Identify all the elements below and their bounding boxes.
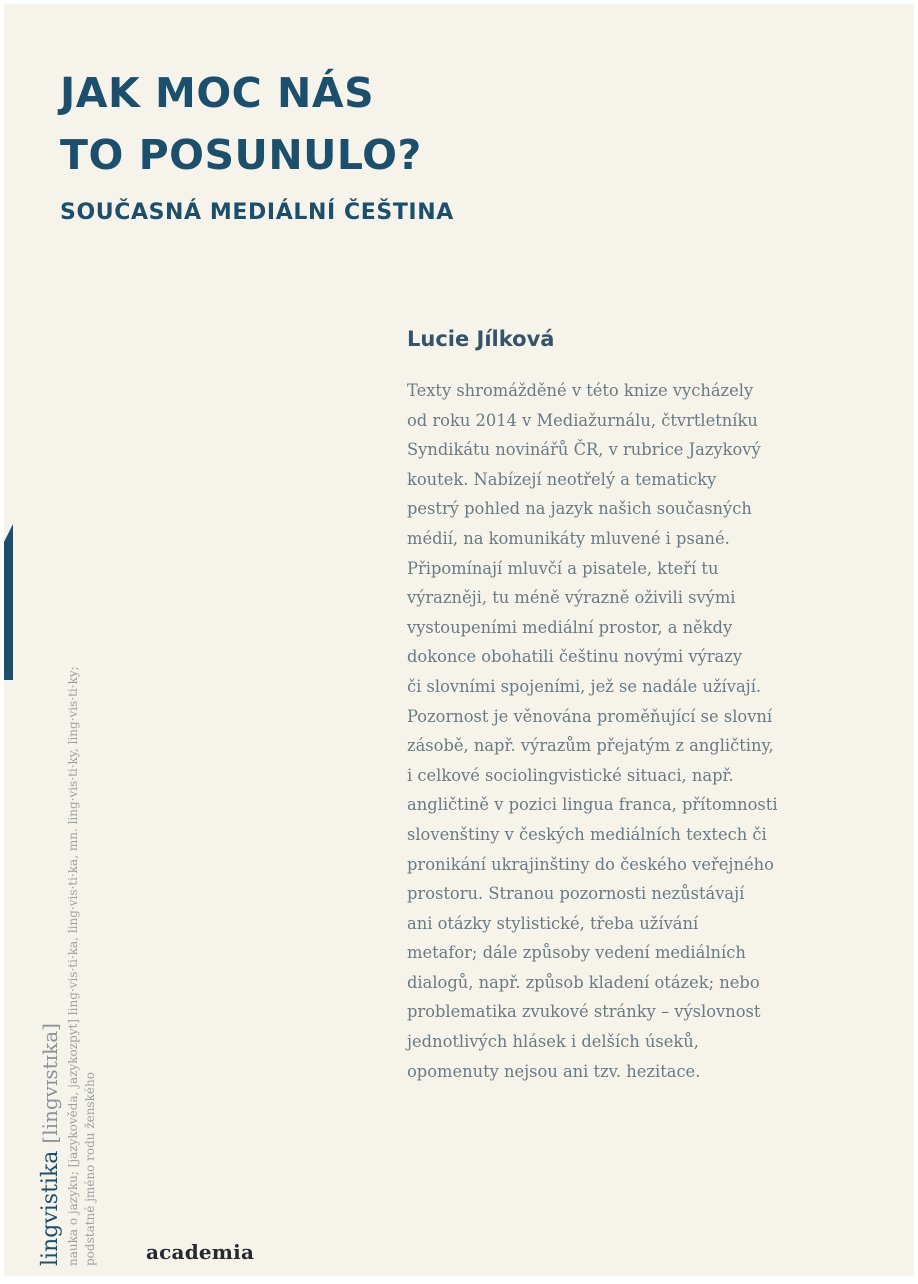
blurb-line: vystoupeními mediální prostor, a někdy — [407, 617, 733, 637]
dictionary-headword-line — [36, 666, 65, 1266]
blurb-line: zásobě, např. výrazům přejatým z angličtiny, — [407, 736, 774, 756]
blurb-line: Syndikátu novinářů ČR, v rubrice Jazykový — [407, 440, 761, 460]
author-name: Lucie Jílková — [407, 327, 555, 351]
blurb-text — [407, 376, 857, 1086]
blurb-line: i celkové sociolingvistické situaci, např. — [407, 765, 734, 785]
blurb-line: pestrý pohled na jazyk našich současných — [407, 499, 752, 519]
blurb-line: či slovními spojeními, jež se nadále užívají. — [407, 676, 762, 696]
blurb-line: od roku 2014 v Mediažurnálu, čtvrtletníku — [407, 410, 758, 430]
title-line-2: TO POSUNULO? — [60, 131, 422, 179]
blurb-line: Připomínají mluvčí a pisatele, kteří tu — [407, 558, 719, 578]
blurb-line: Pozornost je věnována proměňující se slovní — [407, 706, 773, 726]
blurb-line: angličtině v pozici lingua franca, přítomnosti — [407, 795, 778, 815]
book-cover — [4, 4, 914, 1276]
blurb-line: pronikání ukrajinštiny do českého veřejného — [407, 854, 774, 874]
blurb-line: výrazněji, tu méně výrazně oživili svými — [407, 588, 736, 608]
blurb-line: jednotlivých hlásek i delších úseků, — [407, 1032, 699, 1052]
blurb-line: metafor; dále způsoby vedení mediálních — [407, 943, 746, 963]
dictionary-headword: lingvistika — [38, 1150, 63, 1266]
dictionary-grammar-note: podstatné jméno rodu ženského — [83, 1072, 97, 1266]
dictionary-entry — [36, 666, 99, 1266]
side-accent-bar — [4, 542, 13, 680]
blurb-line: dialogů, např. způsob kladení otázek; nebo — [407, 972, 760, 992]
blurb-line: koutek. Nabízejí neotřelý a tematicky — [407, 469, 717, 489]
title-line-1: JAK MOC NÁS — [60, 69, 375, 117]
blurb-line: opomenuty nejsou ani tzv. hezitace. — [407, 1061, 701, 1081]
blurb-line: dokonce obohatili češtinu novými výrazy — [407, 647, 743, 667]
blurb-line: slovenštiny v českých mediálních textech či — [407, 824, 767, 844]
blurb-line: ani otázky stylistické, třeba užívání — [407, 913, 699, 933]
dictionary-pronunciation: [lingvɪstɪka] — [38, 1023, 62, 1144]
publisher-logo: academia — [146, 1240, 255, 1264]
blurb-line: problematika zvukové stránky – výslovnost — [407, 1002, 761, 1022]
blurb-line: prostoru. Stranou pozornosti nezůstávají — [407, 884, 745, 904]
blurb-line: médií, na komunikáty mluvené i psané. — [407, 528, 730, 548]
dictionary-definition: nauka o jazyku; [jazykověda, jazykozpyt] ling·vis·ti·ka, ling·vis·ti·ka, mn. ling·vis·ti·ky, ling·vis·ti·ky; — [66, 666, 80, 1266]
book-title — [60, 62, 422, 186]
book-subtitle: SOUČASNÁ MEDIÁLNÍ ČEŠTINA — [60, 200, 454, 225]
blurb-line: Texty shromážděné v této knize vycházely — [407, 381, 754, 400]
